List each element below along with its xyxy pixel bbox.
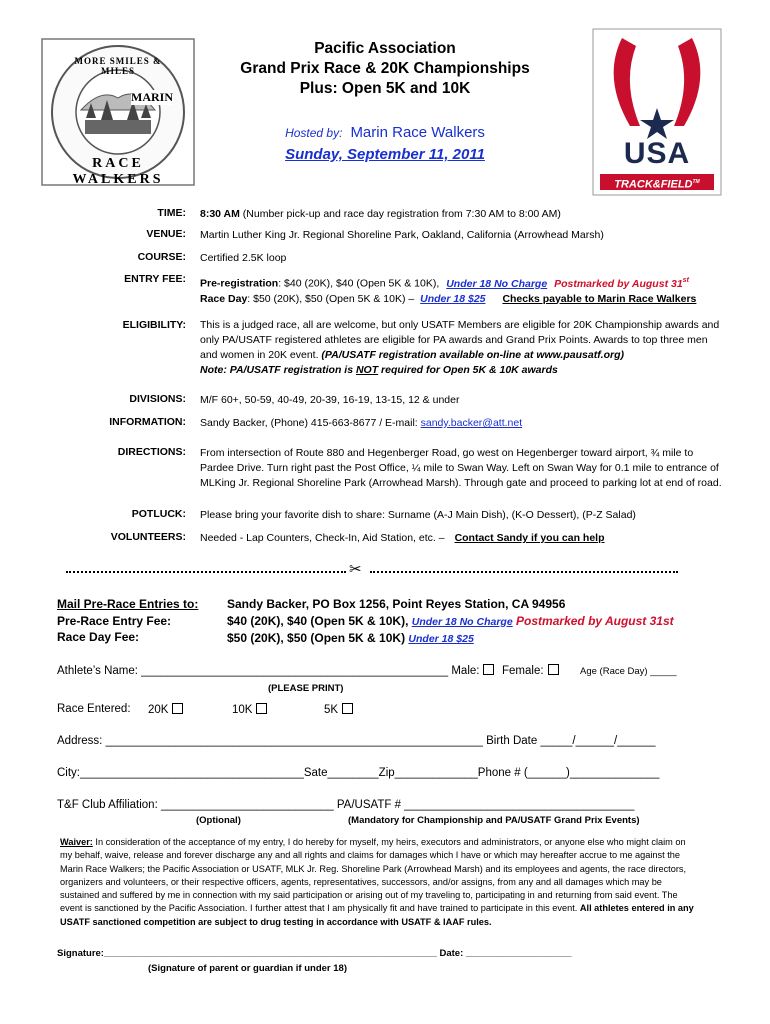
waiver-text — [60, 836, 700, 929]
pre-reg-postmark: Postmarked by August 31 — [554, 277, 683, 290]
course-label: COURSE: — [137, 251, 186, 263]
female-label: Female: — [502, 665, 544, 677]
course-value: Certified 2.5K loop — [200, 252, 287, 264]
cut-line-left — [66, 571, 346, 573]
race-day-fee-label: Race Day Fee: — [57, 630, 140, 644]
drug-testing-notice: All athletes entered in any USATF sanctioned competition are subject to drug testing in accordance with USATF & IAAF rules. — [60, 903, 694, 927]
race-10k-label: 10K — [232, 704, 253, 716]
waiver-label: Waiver: — [60, 837, 93, 847]
time-start: 8:30 AM — [200, 208, 240, 220]
athlete-name-row — [57, 664, 494, 677]
eligibility-note-a: Note: PA/USATF registration is — [200, 364, 356, 376]
time-detail: (Number pick-up and race day registration from 7:30 AM to 8:00 AM) — [239, 208, 561, 220]
event-title — [190, 39, 580, 99]
hosted-by-label: Hosted by: — [285, 126, 343, 140]
logo-usa-text: USA — [623, 137, 691, 170]
waiver-body: In consideration of the acceptance of my entry, I do hereby for myself, my heirs, executors and administrators, or anyone else who might claim on my behalf, waive, release and forever discharge any and all rights and claims for damages which I have or which may hereafter accrue to me against the Marin Race Walkers; the Pacific Association or USATF, MLK Jr. Reg. Shoreline Park (Arrowhead Marsh) and its employees and agents, the race directors, organizers and volunteers, or their respective officers, agents, representatives, successors, and/or assigns, from any and all damages which may be sustained and suffered by me in connection with my said participation or arising out of my traveling to, participating in and returning from said event. The event is sanctioned by the Pacific Association. I further attest that I am physically fit and have trained to participate in this event. — [60, 837, 687, 914]
directions-line-2: Pardee Drive. Turn right past the Post Office, ¼ mile to Swan Way. Left on Swan Way for 0.1 mile to entrance of — [200, 462, 719, 474]
potluck-label: POTLUCK: — [131, 508, 186, 520]
address-field[interactable]: Address: ___________________________________________________________ Birth Date _____/______/______ — [57, 735, 656, 747]
volunteers-needed: Needed - Lap Counters, Check-In, Aid Station, etc. – — [200, 532, 445, 544]
male-checkbox[interactable] — [483, 664, 494, 675]
eligibility-value — [200, 318, 720, 378]
athlete-name-field[interactable]: Athlete’s Name: ________________________________________________ Male: — [57, 665, 480, 677]
optional-note: (Optional) — [196, 815, 241, 826]
event-date: Sunday, September 11, 2011 — [285, 146, 485, 163]
title-line-3: Plus: Open 5K and 10K — [299, 80, 471, 97]
race-day-under18-fee: Under 18 $25 — [408, 633, 474, 645]
mandatory-note: (Mandatory for Championship and PA/USATF Grand Prix Events) — [348, 815, 640, 826]
marin-race-walkers-logo — [41, 38, 195, 186]
eligibility-note-b: required for Open 5K & 10K awards — [378, 364, 558, 376]
logo-top-text: MORE SMILES & MILES — [74, 56, 162, 76]
pre-reg-under18: Under 18 No Charge — [446, 277, 548, 290]
eligibility-label: ELIGIBILITY: — [122, 319, 186, 331]
pre-race-fee: $40 (20K), $40 (Open 5K & 10K), — [227, 613, 409, 628]
race-20k-option[interactable] — [148, 703, 183, 716]
race-day-label: Race Day — [200, 292, 248, 305]
city-field[interactable]: City:___________________________________Sate________Zip_____________Phone # (______)______________ — [57, 767, 660, 779]
hosted-by-line — [190, 124, 580, 142]
time-label: TIME: — [157, 207, 186, 219]
scissors-icon: ✂ — [349, 561, 362, 578]
volunteers-value — [200, 531, 720, 546]
directions-line-3: MLKing Jr. Regional Shoreline Park (Arrowhead Marsh). Through gate and proceed to parking lot at end of road. — [200, 477, 722, 489]
eligibility-line-3a: and women in 20K event. — [200, 349, 322, 361]
mail-entries-label: Mail Pre-Race Entries to: — [57, 597, 199, 611]
eligibility-line-3b: (PA/USATF registration available on-line at www.pausatf.org) — [321, 349, 625, 361]
logo-track-field-label: TRACK&FIELD — [614, 178, 693, 191]
pre-reg-fee: : $40 (20K), $40 (Open 5K & 10K), — [278, 277, 440, 290]
female-checkbox[interactable] — [548, 664, 559, 675]
directions-line-1: From intersection of Route 880 and Hegenberger Road, go west on Hegenberger toward airport, ¾ mile to — [200, 447, 694, 459]
pre-reg-postmark-sup: st — [682, 277, 689, 284]
eligibility-line-1: This is a judged race, all are welcome, but only USATF Members are eligible for 20K Championship awards and — [200, 319, 720, 331]
usa-track-field-logo — [592, 28, 722, 196]
please-print-note: (PLEASE PRINT) — [268, 683, 344, 694]
race-5k-label: 5K — [324, 704, 339, 716]
contact-email-link[interactable]: sandy.backer@att.net — [420, 417, 523, 429]
mail-address: Sandy Backer, PO Box 1256, Point Reyes Station, CA 94956 — [227, 597, 566, 611]
race-day-fee: : $50 (20K), $50 (Open 5K & 10K) – — [247, 292, 415, 305]
entry-fee-label: ENTRY FEE: — [124, 273, 186, 285]
pre-race-postmark: Postmarked by August 31st — [516, 613, 674, 628]
venue-value: Martin Luther King Jr. Regional Shoreline Park, Oakland, California (Arrowhead Marsh) — [200, 229, 604, 241]
age-field[interactable]: Age (Race Day) _____ — [580, 666, 677, 677]
race-5k-option[interactable] — [324, 703, 353, 716]
race-day-under18: Under 18 $25 — [420, 292, 486, 305]
mail-labels — [57, 596, 198, 646]
pre-reg-label: Pre-registration — [200, 277, 279, 290]
information-value — [200, 416, 720, 431]
mail-values — [227, 596, 674, 648]
title-line-2: Grand Prix Race & 20K Championships — [240, 60, 530, 77]
host-name: Marin Race Walkers — [350, 124, 485, 141]
venue-label: VENUE: — [146, 228, 186, 240]
entry-fee-value — [200, 273, 720, 307]
time-value — [200, 207, 720, 222]
pre-race-under18: Under 18 No Charge — [411, 615, 513, 628]
cut-line-right — [370, 571, 678, 573]
race-20k-label: 20K — [148, 704, 169, 716]
race-entered-label: Race Entered: — [57, 703, 131, 715]
logo-center-text: MARIN — [131, 90, 173, 104]
race-20k-checkbox[interactable] — [172, 703, 183, 714]
signature-note: (Signature of parent or guardian if under 18) — [148, 963, 347, 974]
directions-label: DIRECTIONS: — [117, 446, 186, 458]
race-day-fee: $50 (20K), $50 (Open 5K & 10K) — [227, 631, 406, 645]
contact-sandy: Contact Sandy if you can help — [454, 532, 605, 544]
contact-phone: Sandy Backer, (Phone) 415-663-8677 / E-mail: — [200, 417, 421, 429]
title-line-1: Pacific Association — [314, 40, 456, 57]
potluck-value: Please bring your favorite dish to share: Surname (A-J Main Dish), (K-O Dessert), (P-Z Salad) — [200, 509, 636, 521]
logo-bottom-text: RACE WALKERS — [72, 156, 164, 187]
divisions-label: DIVISIONS: — [129, 393, 186, 405]
logo-tm: TM — [692, 179, 700, 185]
directions-value — [200, 446, 720, 491]
pre-race-fee-label: Pre-Race Entry Fee: — [57, 613, 172, 628]
cut-line — [60, 562, 680, 578]
club-field[interactable]: T&F Club Affiliation: ___________________________ PA/USATF # ____________________________________ — [57, 799, 635, 811]
logo-track-field-text — [600, 174, 714, 190]
signature-field[interactable]: Signature:_______________________________________________________________ Date: ____________________ — [57, 948, 572, 959]
volunteers-label: VOLUNTEERS: — [110, 531, 186, 543]
race-5k-checkbox[interactable] — [342, 703, 353, 714]
checks-payable: Checks payable to Marin Race Walkers — [502, 292, 697, 305]
information-label: INFORMATION: — [109, 416, 186, 428]
divisions-value: M/F 60+, 50-59, 40-49, 20-39, 16-19, 13-15, 12 & under — [200, 394, 460, 406]
eligibility-line-2: only PA/USATF registered athletes are eligible for PA awards and Grand Prix Points. Awards to top three men — [200, 334, 708, 346]
race-10k-option[interactable] — [232, 703, 267, 716]
eligibility-note-not: NOT — [355, 364, 379, 376]
female-row — [502, 664, 559, 677]
race-10k-checkbox[interactable] — [256, 703, 267, 714]
